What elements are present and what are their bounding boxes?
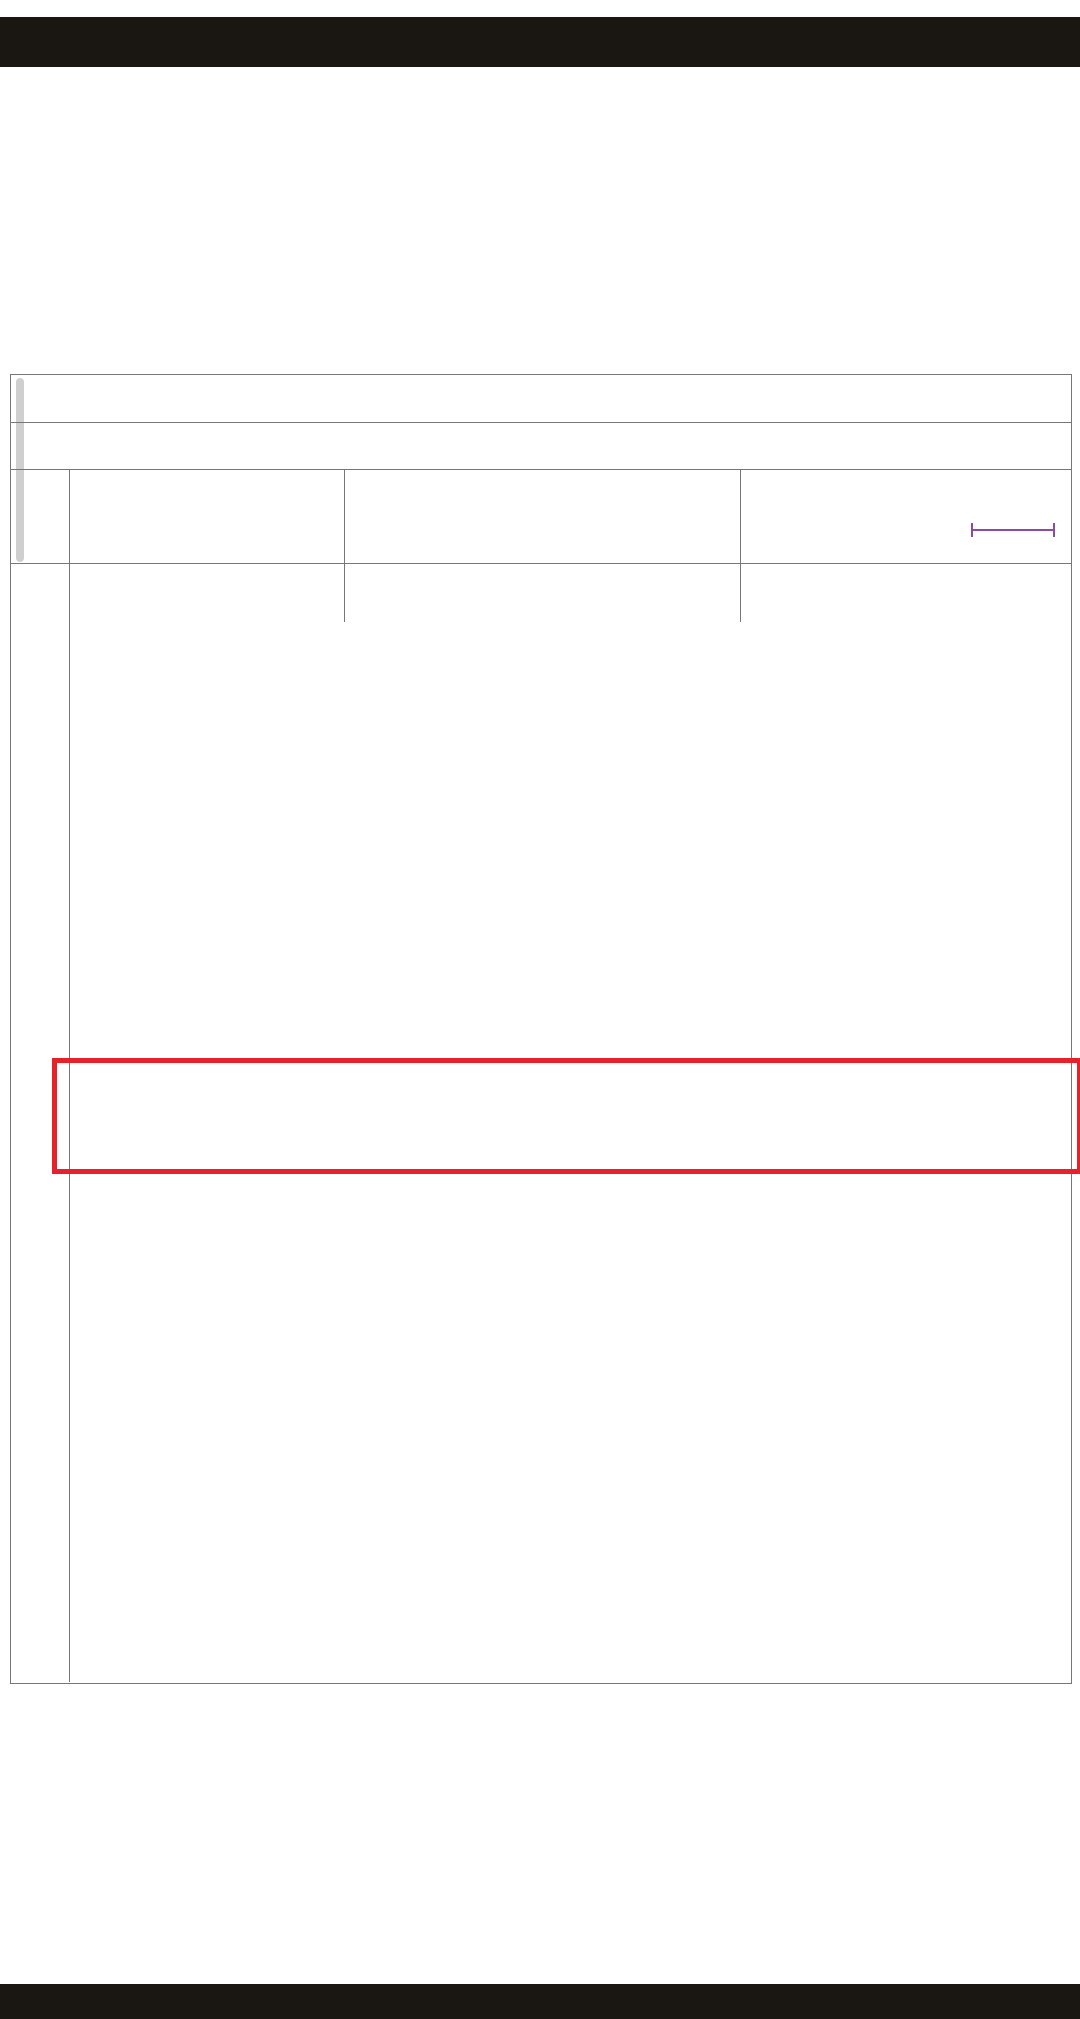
col-divider (740, 469, 741, 563)
header-divider (10, 469, 1071, 470)
top-bar (0, 0, 1080, 68)
light-characters-table (10, 374, 1072, 1684)
header-divider (10, 563, 1071, 564)
col-divider (740, 563, 741, 622)
col-divider (344, 563, 345, 622)
header-divider (10, 422, 1071, 423)
col-divider (344, 469, 345, 563)
top-bar-fill (0, 17, 1080, 67)
scrollbar[interactable] (16, 378, 24, 562)
section-left (9, 316, 27, 351)
bottom-bar (0, 1984, 1080, 2019)
highlight-box (52, 1058, 1080, 1174)
period-sample-icon (970, 520, 1056, 540)
